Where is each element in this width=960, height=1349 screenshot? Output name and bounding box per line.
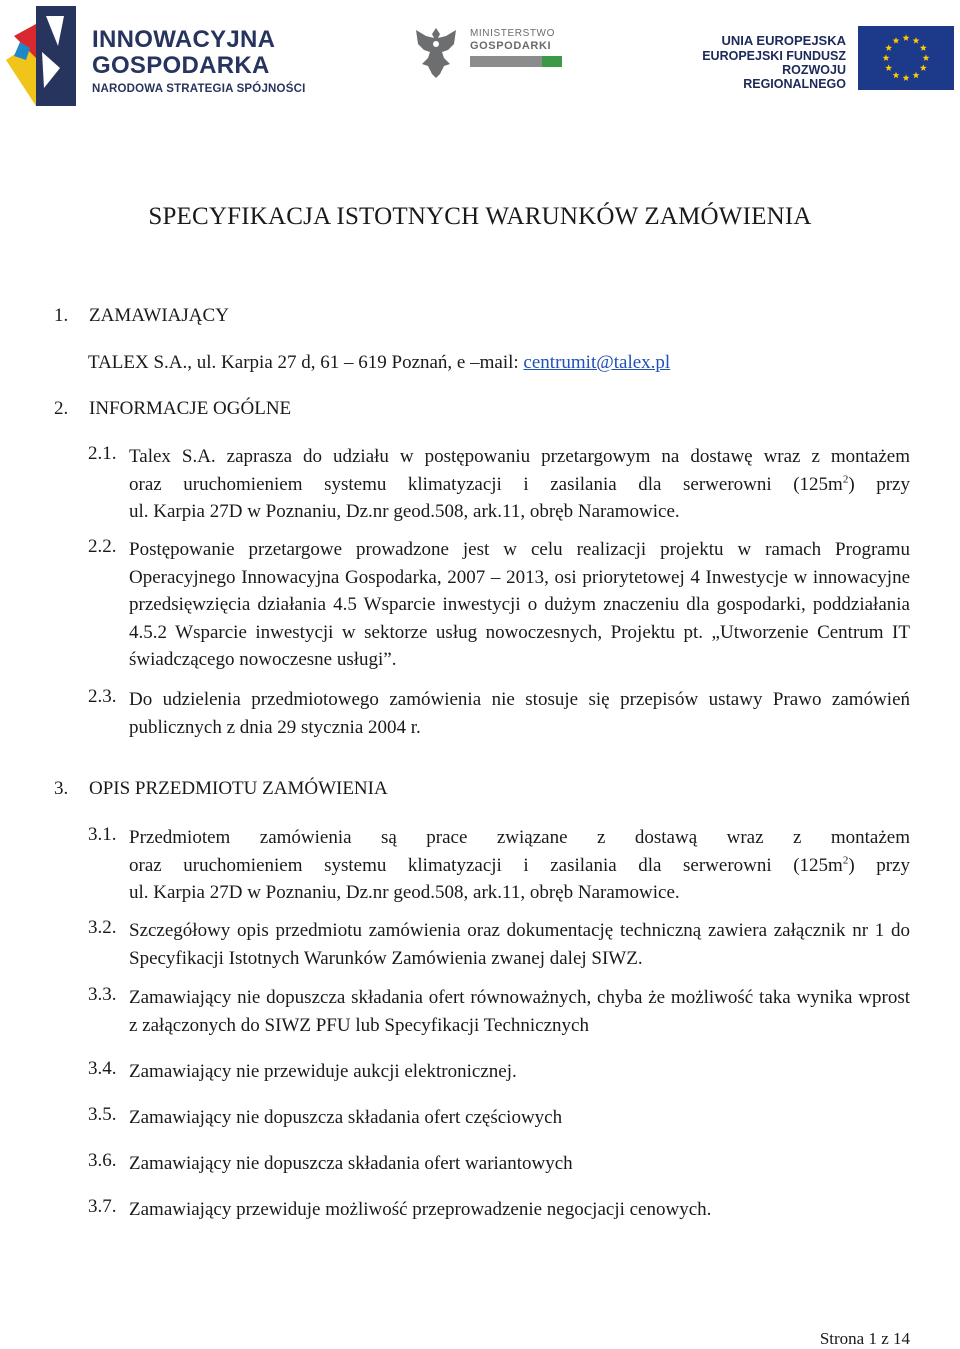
item-number: 3.7. [88, 1196, 117, 1217]
section-number: 2. [54, 398, 69, 419]
section-2-heading [54, 398, 291, 420]
innowacyjna-gospodarka-wordmark [92, 28, 305, 96]
zamawiajacy-address [88, 352, 670, 374]
unia-europejska-logo [692, 26, 954, 92]
logo-line-2: GOSPODARKA [92, 52, 270, 79]
section-heading-text: OPIS PRZEDMIOTU ZAMÓWIENIA [89, 778, 388, 799]
section-1-heading [54, 305, 229, 327]
section-3-heading [54, 778, 388, 800]
item-number: 3.2. [88, 917, 117, 938]
logo-line-1: INNOWACYJNA [92, 26, 276, 53]
list-item-2-2 [88, 536, 910, 674]
list-item-3-1 [88, 824, 910, 907]
item-text-line: oraz uruchomieniem systemu klimatyzacji i zasilania dla serwerowni $(125m^2)$ przy [129, 473, 910, 495]
logo-line-3: ROZWOJU REGIONALNEGO [743, 62, 846, 91]
item-text-line: oraz uruchomieniem systemu klimatyzacji i zasilania dla serwerowni $(125m^2)$ przy [129, 854, 910, 876]
email-link[interactable]: centrumit@talex.pl [523, 352, 671, 373]
list-item-3-6 [88, 1150, 910, 1178]
section-number: 1. [54, 305, 69, 326]
address-text: TALEX S.A., ul. Karpia 27 d, 61 – 619 Poznań, e –mail: [88, 352, 524, 373]
list-item-3-2 [88, 917, 910, 972]
ministerstwo-wordmark [470, 28, 555, 52]
item-text-line: Talex S.A. zaprasza do udziału w postępowaniu przetargowym na dostawę wraz z montażem [129, 446, 910, 467]
innowacyjna-gospodarka-emblem-icon [6, 6, 78, 106]
list-item-2-3 [88, 686, 910, 741]
logo-line-2: GOSPODARKI [470, 40, 552, 52]
item-text-line: ul. Karpia 27D w Poznaniu, Dz.nr geod.508, ark.11, obręb Naramowice. [129, 501, 680, 522]
item-number: 2.2. [88, 536, 117, 557]
list-item-3-4 [88, 1058, 910, 1086]
logo-line-1: UNIA EUROPEJSKA [721, 33, 846, 48]
section-heading-text: INFORMACJE OGÓLNE [89, 398, 292, 419]
item-text: Zamawiający nie dopuszcza składania ofert wariantowych [129, 1153, 573, 1174]
item-number: 3.5. [88, 1104, 117, 1125]
list-item-3-3 [88, 984, 910, 1039]
innowacyjna-gospodarka-logo [6, 6, 316, 106]
logo-line-1: MINISTERSTWO [470, 28, 555, 39]
ue-wordmark [692, 34, 846, 91]
eu-flag-icon [858, 26, 954, 90]
item-text: Zamawiający nie dopuszcza składania ofert równoważnych, chyba że możliwość taka wynika wprost z załączonych do SIWZ PFU lub Specyfikacji Technicznych [129, 987, 910, 1036]
item-text: Zamawiający nie przewiduje aukcji elektronicznej. [129, 1061, 517, 1082]
item-number: 3.6. [88, 1150, 117, 1171]
item-number: 3.3. [88, 984, 117, 1005]
page-number: Strona 1 z 14 [819, 1329, 910, 1348]
item-number: 2.1. [88, 443, 117, 464]
eagle-emblem-icon [412, 24, 460, 80]
item-text: Postępowanie przetargowe prowadzone jest w celu realizacji projektu w ramach Programu Operacyjnego Innowacyjna Gospodarka, 2007 – 2013, osi priorytetowej 4 Inwestycje w innowacyjne przedsięwzięcia działania 4.5 Wsparcie inwestycji o dużym znaczeniu dla gospodarki, poddziałania 4.5.2 Wsparcie inwestycji w sektorze usług nowoczesnych, Projektu pt. „Utworzenie Centrum IT świadczącego nowoczesne usługi”. [129, 539, 910, 670]
list-item-3-7 [88, 1196, 910, 1224]
ministerstwo-gospodarki-logo [412, 24, 562, 82]
ministerstwo-color-bar [470, 56, 562, 67]
item-text: Zamawiający przewiduje możliwość przeprowadzenie negocjacji cenowych. [129, 1199, 712, 1220]
list-item-2-1 [88, 443, 910, 526]
item-text-line: ul. Karpia 27D w Poznaniu, Dz.nr geod.508, ark.11, obręb Naramowice. [129, 882, 680, 903]
item-number: 2.3. [88, 686, 117, 707]
logo-line-2: EUROPEJSKI FUNDUSZ [702, 48, 846, 63]
item-number: 3.1. [88, 824, 117, 845]
logo-line-3: NARODOWA STRATEGIA SPÓJNOŚCI [92, 83, 306, 95]
item-text-line: Przedmiotem zamówienia są prace związane z dostawą wraz z montażem [129, 827, 910, 848]
section-number: 3. [54, 778, 69, 799]
item-text: Do udzielenia przedmiotowego zamówienia nie stosuje się przepisów ustawy Prawo zamówień publicznych z dnia 29 stycznia 2004 r. [129, 689, 910, 738]
list-item-3-5 [88, 1104, 910, 1132]
section-heading-text: ZAMAWIAJĄCY [89, 305, 229, 326]
document-title: SPECYFIKACJA ISTOTNYCH WARUNKÓW ZAMÓWIENIA [148, 203, 812, 230]
item-text: Zamawiający nie dopuszcza składania ofert częściowych [129, 1107, 563, 1128]
item-text: Szczegółowy opis przedmiotu zamówienia oraz dokumentację techniczną zawiera załącznik nr 1 do Specyfikacji Istotnych Warunków Zamówienia zwanej dalej SIWZ. [129, 920, 910, 969]
item-number: 3.4. [88, 1058, 117, 1079]
